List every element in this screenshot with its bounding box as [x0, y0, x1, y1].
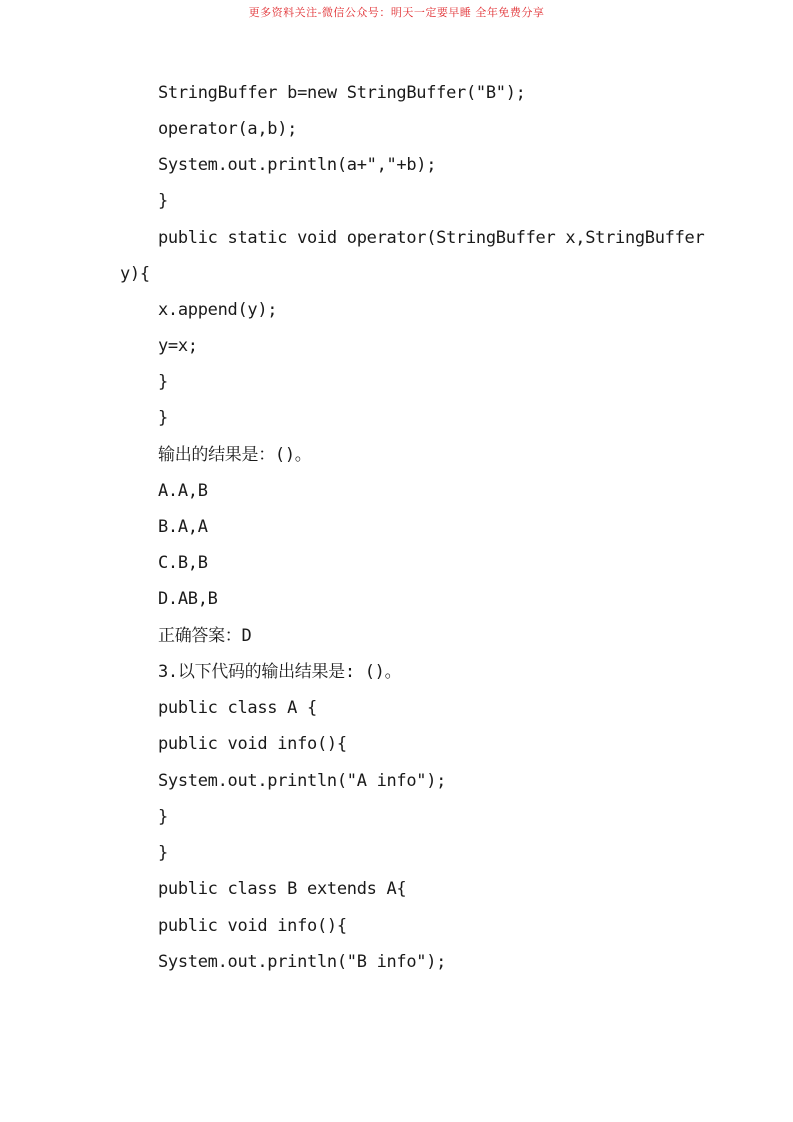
code-line: StringBuffer b=new StringBuffer("B"); — [158, 83, 526, 103]
code-line: public class A { — [158, 698, 317, 718]
code-line: public class B extends A{ — [158, 879, 407, 899]
question-title: 3.以下代码的输出结果是: ()。 — [158, 662, 402, 682]
code-line: } — [158, 191, 168, 211]
code-line: x.append(y); — [158, 300, 278, 320]
option-a: A.A,B — [158, 481, 208, 501]
code-line: y=x; — [158, 336, 198, 356]
option-d: D.AB,B — [158, 589, 218, 609]
promo-banner: 更多资料关注-微信公众号：明天一定要早睡 全年免费分享 — [248, 6, 545, 19]
code-line: public void info(){ — [158, 916, 347, 936]
code-line: public void info(){ — [158, 734, 347, 754]
code-line: } — [158, 372, 168, 392]
code-line: public static void operator(StringBuffer x,StringBuffer — [158, 228, 705, 248]
code-line: System.out.println("A info"); — [158, 771, 447, 791]
code-line: System.out.println(a+","+b); — [158, 155, 437, 175]
code-line: } — [158, 408, 168, 428]
code-line: operator(a,b); — [158, 119, 298, 139]
question-text: 输出的结果是：()。 — [158, 445, 312, 465]
option-b: B.A,A — [158, 517, 208, 537]
correct-answer: 正确答案：D — [158, 626, 252, 646]
option-c: C.B,B — [158, 553, 208, 573]
code-line: System.out.println("B info"); — [158, 952, 447, 972]
code-line: } — [158, 807, 168, 827]
code-line: } — [158, 843, 168, 863]
code-line-continuation: y){ — [120, 264, 150, 284]
